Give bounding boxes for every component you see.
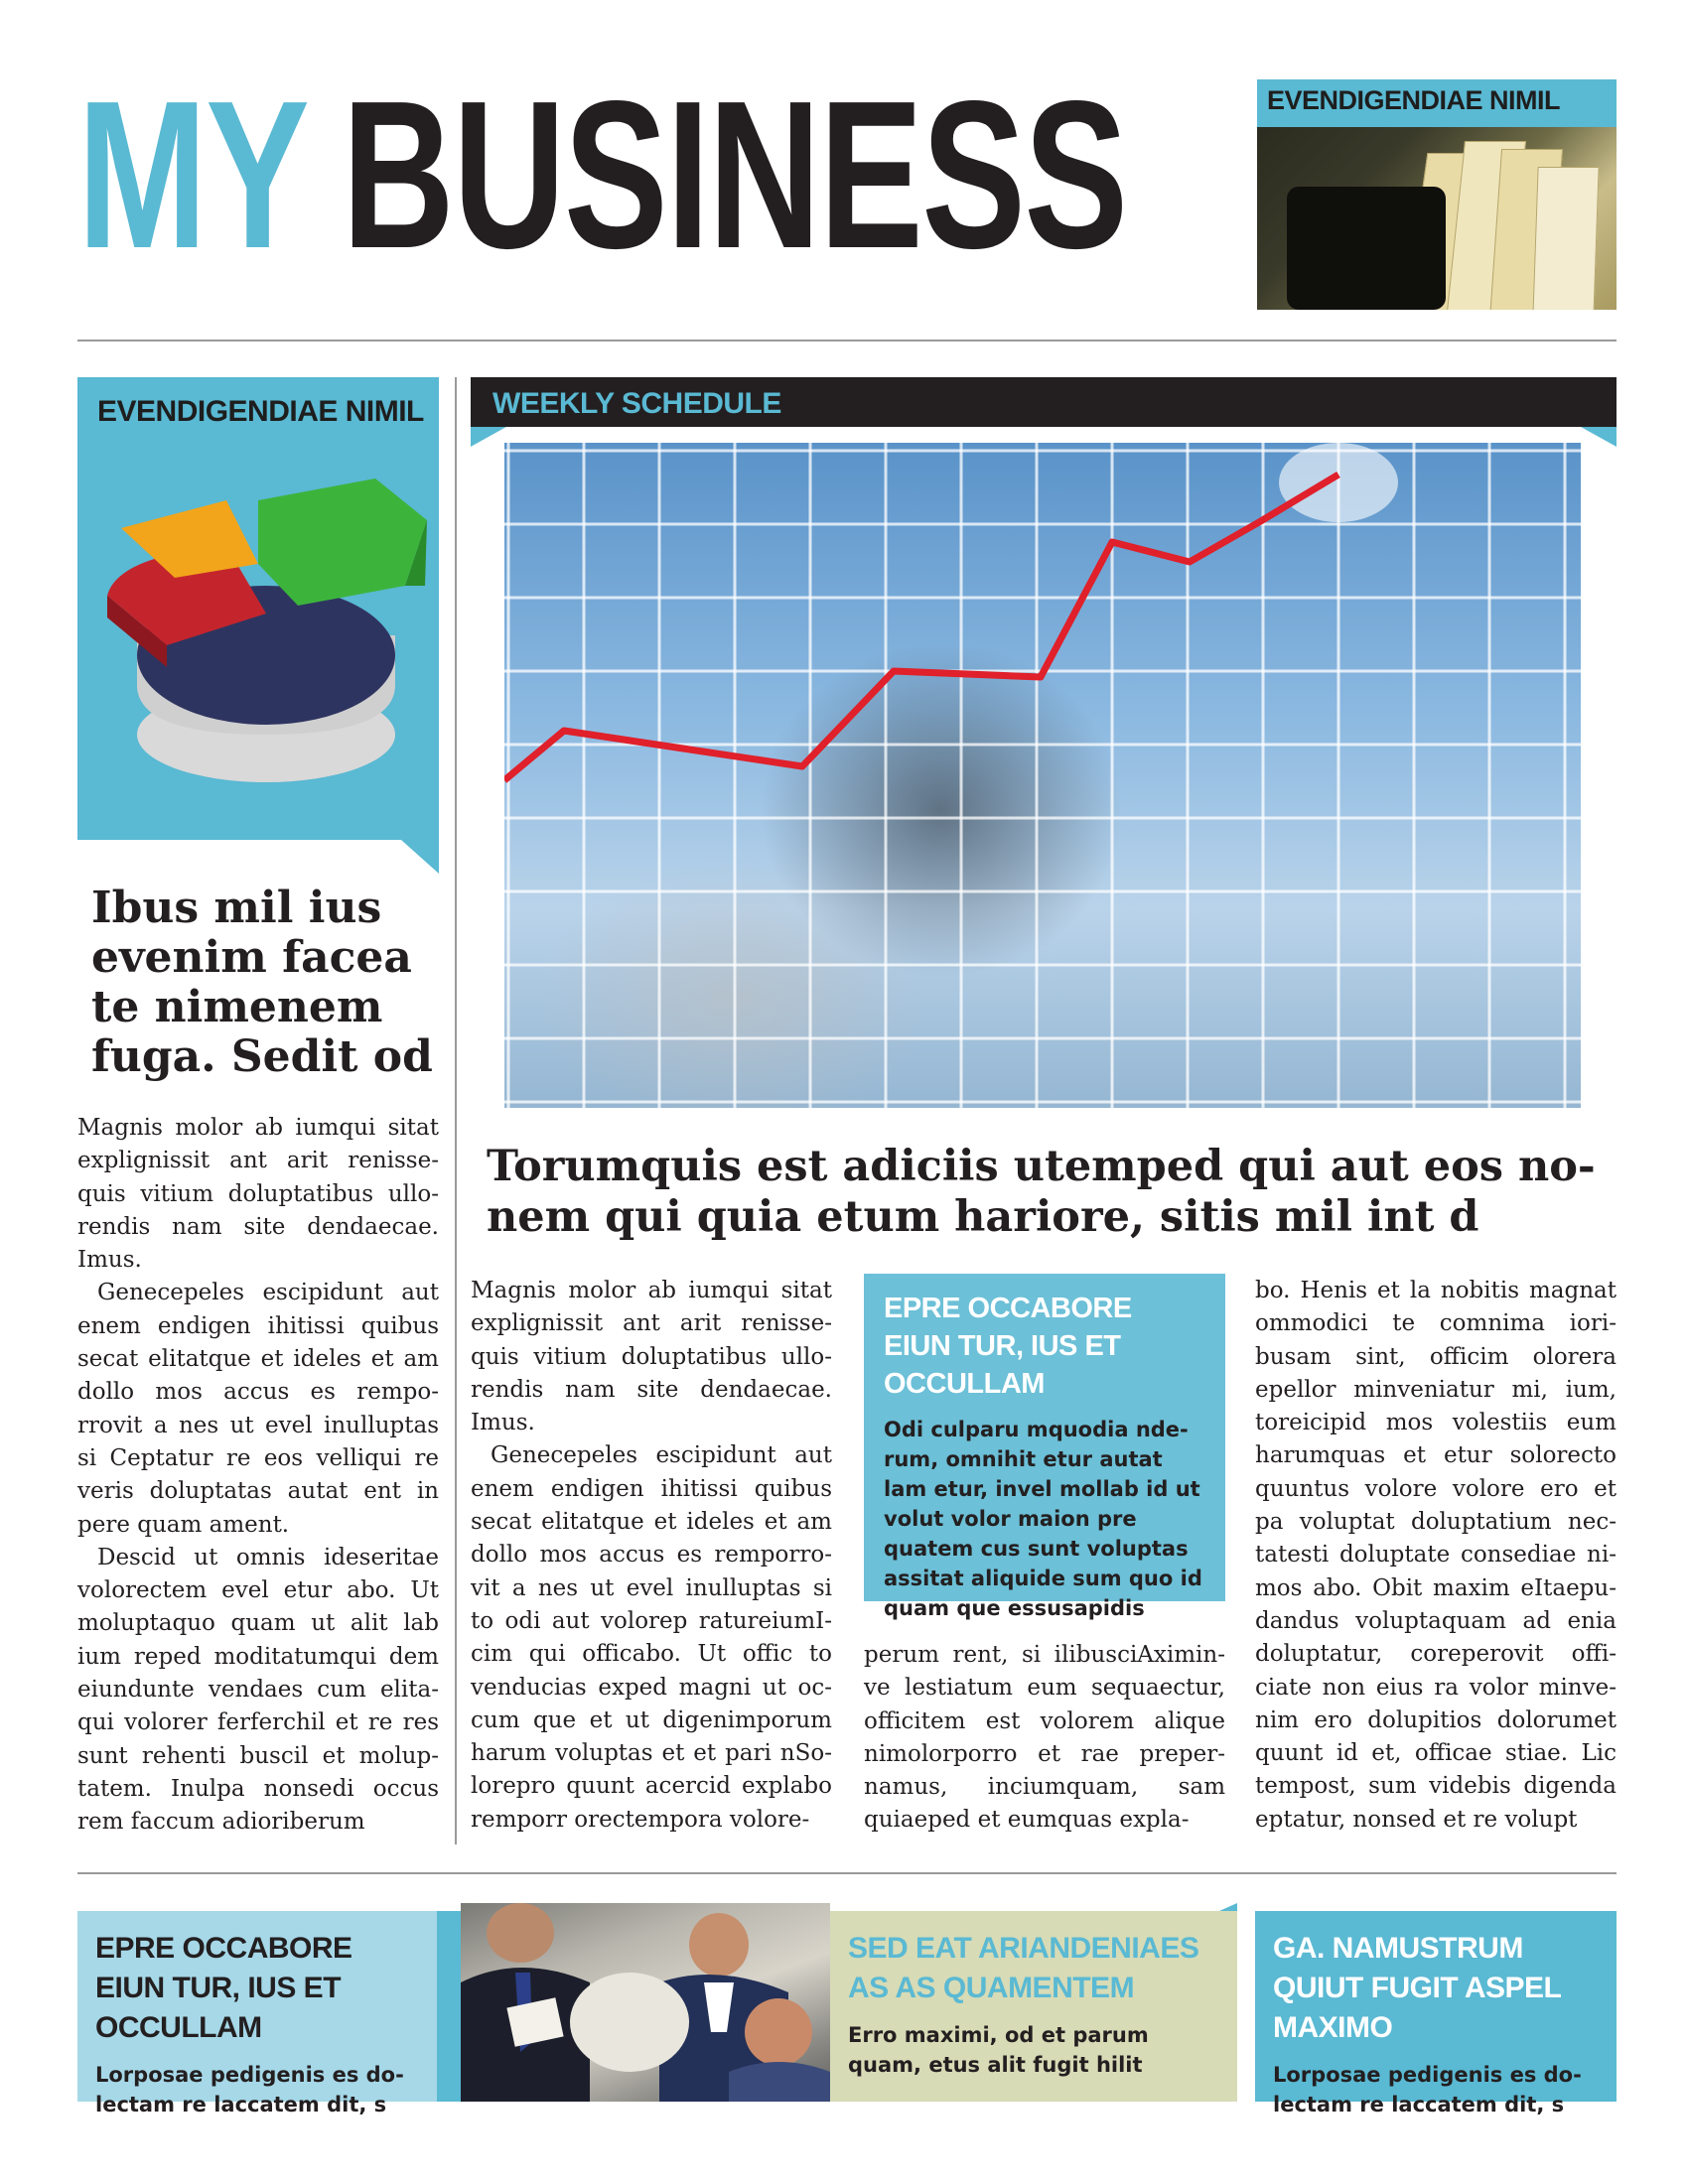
masthead bbox=[77, 57, 1127, 292]
bottom-box-1[interactable] bbox=[77, 1911, 439, 2116]
masthead-business: BUSINESS bbox=[342, 57, 1127, 292]
masthead-my: MY bbox=[77, 57, 309, 292]
bottom-box-1-text: Lorposae pedigenis es dolectam re laccatem dit, s bbox=[95, 2063, 404, 2116]
file-folders-photo bbox=[1257, 127, 1617, 310]
left-panel-kicker: EVENDIGENDIAE NIMIL bbox=[97, 395, 424, 428]
column-2 bbox=[471, 1275, 832, 1837]
left-feature-panel[interactable] bbox=[77, 377, 439, 840]
schedule-tab-right bbox=[1581, 427, 1617, 447]
schedule-tab-left bbox=[471, 427, 506, 447]
column-3-paragraph: perum rent, si ilibusciAximinve lestiatum eum sequaectur, officitem est volorem alique nimolorporro et rae prepernamus, inciumquam, sam quiaeped et eumquas expla- bbox=[864, 1642, 1225, 1834]
pie-chart-illustration bbox=[77, 437, 439, 814]
header-rule bbox=[77, 340, 1617, 341]
column-rule bbox=[455, 377, 457, 1844]
left-panel-tab bbox=[401, 840, 439, 874]
left-paragraph: Genecepeles escipidunt aut enem endigen ihitissi quibus secat elitatque et ideles et am dollo mos accus es remporrovit a nes ut evel inulluptas si Ceptatur re eos velliqui re veris doluptatas autat ent in pere quam ament. bbox=[77, 1280, 439, 1538]
bottom-slant bbox=[1219, 1903, 1237, 1911]
bottom-box-3-kicker: GA. NAMUSTRUM QUIUT FUGIT ASPEL MAXIMO bbox=[1273, 1932, 1561, 2044]
bottom-box-2-kicker: SED EAT ARIANDENIAES AS AS QUAMENTEM bbox=[848, 1932, 1199, 2004]
bottom-box-1-kicker: EPRE OCCABORE EIUN TUR, IUS ET OCCULLAM bbox=[95, 1932, 352, 2044]
left-paragraph: Magnis molor ab iumqui sitat explignissit ant arit renissequis vitium doluptatibus ullorendis nam site dendaecae. Imus. bbox=[77, 1115, 439, 1274]
main-headline: Torumquis est adiciis utemped qui aut eos nonem qui quia etum hariore, sitis mil int d bbox=[487, 1142, 1596, 1242]
bottom-box-2[interactable] bbox=[830, 1911, 1237, 2102]
business-people-photo bbox=[461, 1903, 830, 2102]
sidebar-box[interactable] bbox=[864, 1274, 1225, 1620]
bottom-box-3-text: Lorposae pedigenis es dolectam re laccatem dit, s bbox=[1273, 2063, 1582, 2116]
left-paragraph: Descid ut omnis ideseritae volorectem evel etur abo. Ut moluptaquo quam ut alit lab ium reped moditatumqui dem eiundunte vendaes cum elitaqui volorer ferferchil et re res sunt rehenti buscil et moluptatem. Inulpa nonsedi occus rem faccum adioriberum bbox=[77, 1544, 439, 1836]
sidebar-kicker: EPRE OCCABORE EIUN TUR, IUS ET OCCULLAM bbox=[884, 1293, 1132, 1400]
bottom-box-2-text: Erro maximi, od et parum quam, etus alit fugit hilit bbox=[848, 2023, 1149, 2077]
sidebar-text: Odi culparu mquodia nderum, omnihit etur autat lam etur, invel mollab id ut volut volor maion pre quatem cus sunt voluptas assitat aliquide sum quo id quam que essusapidis bbox=[884, 1418, 1202, 1620]
left-headline: Ibus mil ius evenim facea te nimenem fuga. Sedit od bbox=[91, 883, 433, 1082]
weekly-schedule-bar[interactable] bbox=[471, 377, 1617, 427]
column-3 bbox=[864, 1639, 1225, 1838]
bottom-box-3[interactable] bbox=[1255, 1911, 1617, 2116]
top-feature-box[interactable] bbox=[1257, 79, 1617, 310]
column-2-paragraph: Magnis molor ab iumqui sitat explignissit ant arit renissequis vitium doluptatibus ullorendis nam site dendaecae. Imus. bbox=[471, 1278, 832, 1436]
left-column bbox=[77, 1112, 439, 1840]
footer-rule bbox=[77, 1872, 1617, 1874]
column-2-paragraph: Genecepeles escipidunt aut enem endigen ihitissi quibus secat elitatque et ideles et am dollo mos accus es remporrovit a nes ut evel inulluptas si to odi aut volorep ratureiumIcim qui officabo. Ut offic to venducias exped magni ut occum que et ut digenimporum harum voluptas et et pari nSolorepro quunt acercid explabo remporr orectempora volore- bbox=[471, 1442, 832, 1833]
column-4 bbox=[1255, 1275, 1617, 1837]
column-4-paragraph: bo. Henis et la nobitis magnat ommodici te comnima ioribusam sint, officim olorera epellor minveniatur mi, ium, toreicipid mos volestiis eum harumquas et etur solorecto quuntus volore volore ero et pa voluptat doluptatium nectatesti doluptate consediae nimos abo. Obit maxim eItaepudandus voluptaquam ad enia doluptatur, coreperovit officiate non eius ra volor minvenim ero dolupitios dolorumet quunt id et, officae stiae. Lic tempost, sum videbis digenda eptatur, nonsed et re volupt bbox=[1255, 1278, 1617, 1833]
top-feature-kicker: EVENDIGENDIAE NIMIL bbox=[1267, 85, 1561, 115]
weekly-schedule-label: WEEKLY SCHEDULE bbox=[492, 387, 781, 420]
growth-chart-photo bbox=[504, 443, 1581, 1108]
